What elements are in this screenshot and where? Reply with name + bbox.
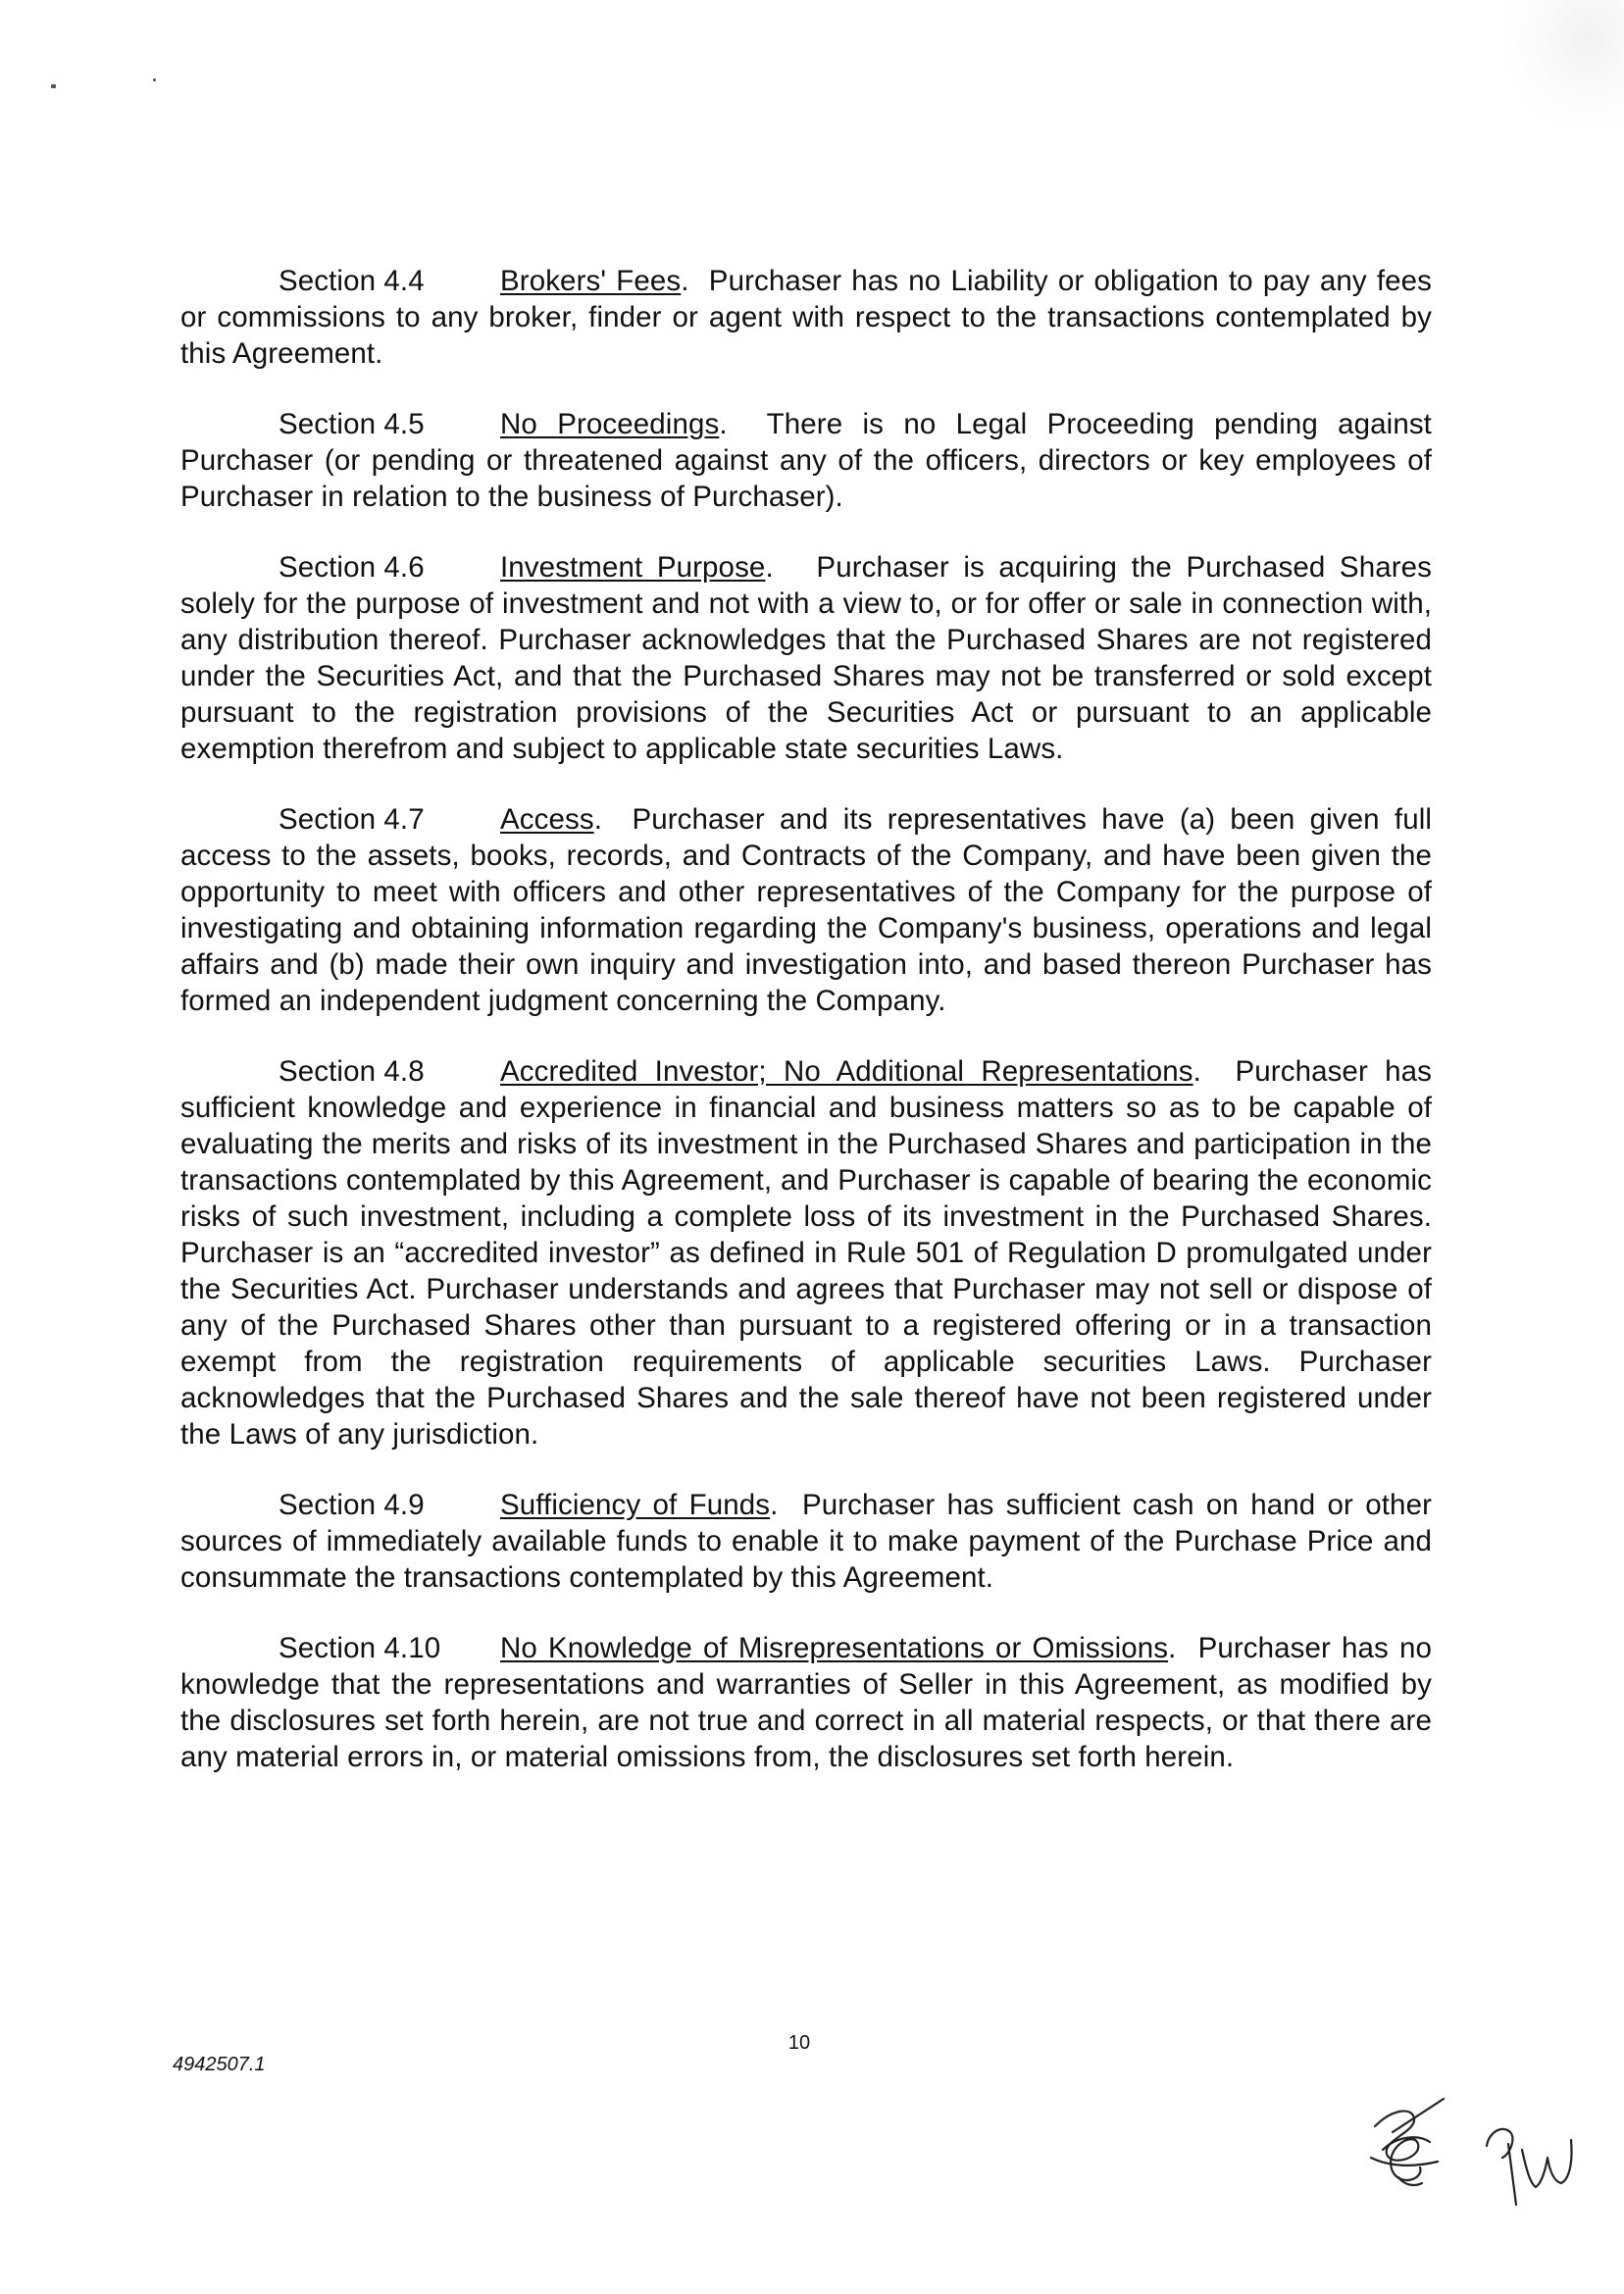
section-text: Purchaser and its representatives have (a) been given full access to the assets, books, records, and Contracts of the Company, and have been given the opportunity to meet with officers and other representatives of the Company for the purpose of investigating and obtaining information regarding the Company's business, operations and legal affairs and (b) made their own inquiry and investigation into, and based thereon Purchaser has formed an independent judgment concerning the Company. — [180, 803, 1433, 1017]
section-4-10: Section 4.10 No Knowledge of Misrepresentations or Omissions. Purchaser has no knowledge that the representations and warranties of Seller in this Agreement, as modified by the disclosures set forth herein, are not true and correct in all material respects, or that there are any material errors in, or material omissions from, the disclosures set forth herein. — [180, 1632, 1432, 1773]
document-id: 4942507.1 — [173, 2054, 266, 2075]
section-text: Purchaser is acquiring the Purchased Shares solely for the purpose of investment and not with a view to, or for offer or sale in connection with, any distribution thereof. Purchaser acknowledges that the Purchased Shares are not registered under the Securities Act, and that the Purchased Shares may not be transferred or sold except pursuant to the registration provisions of the Securities Act or pursuant to an applicable exemption therefrom and subject to applicable state securities Laws. — [180, 551, 1432, 765]
section-title: Brokers' Fees — [500, 265, 682, 297]
section-number: Section 4.7 — [279, 803, 425, 836]
section-text: There is no Legal Proceeding pending against Purchaser (or pending or threatened against any of the officers, directors or key employees of Purchaser in relation to the business of Purchaser). — [180, 408, 1432, 513]
section-4-6: Section 4.6 Investment Purpose. Purchaser is acquiring the Purchased Shares solely for the purpose of investment and not with a view to, or for offer or sale in connection with, any distribution thereof. Purchaser acknowledges that the Purchased Shares are not registered under the Securities Act, and that the Purchased Shares may not be transferred or sold except pursuant to the registration provisions of the Securities Act or pursuant to an applicable exemption therefrom and subject to applicable state securities Laws. — [180, 551, 1432, 765]
section-4-8: Section 4.8 Accredited Investor; No Additional Representations. Purchaser has sufficient knowledge and experience in financial and business matters so as to be capable of evaluating the merits and risks of its investment in the Purchased Shares and participation in the transactions contemplated by this Agreement, and Purchaser is capable of bearing the economic risks of such investment, including a complete loss of its investment in the Purchased Shares. Purchaser is an “accredited investor” as defined in Rule 501 of Regulation D promulgated under the Securities Act. Purchaser understands and agrees that Purchaser may not sell or dispose of any of the Purchased Shares other than pursuant to a registered offering or in a transaction exempt from the registration requirements of applicable securities Laws. Purchaser acknowledges that the Purchased Shares and the sale thereof have not been registered under the Laws of any jurisdiction. — [180, 1055, 1432, 1451]
section-title: No Proceedings — [500, 408, 720, 440]
section-number: Section 4.4 — [279, 265, 425, 297]
page-number: 10 — [787, 2032, 811, 2054]
scan-speck — [51, 84, 56, 88]
section-number: Section 4.9 — [279, 1489, 425, 1521]
section-number: Section 4.10 — [279, 1632, 441, 1664]
section-text: Purchaser has sufficient knowledge and experience in financial and business matters so as to be capable of evaluating the merits and risks of its investment in the Purchased Shares and participation in the transactions contemplated by this Agreement, and Purchaser is capable of bearing the economic risks of such investment, including a complete loss of its investment in the Purchased Shares. Purchaser is an “accredited investor” as defined in Rule 501 of Regulation D promulgated under the Securities Act. Purchaser understands and agrees that Purchaser may not sell or dispose of any of the Purchased Shares other than pursuant to a registered offering or in a transaction exempt from the registration requirements of applicable securities Laws. Purchaser acknowledges that the Purchased Shares and the sale thereof have not been registered under the Laws of any jurisdiction. — [180, 1055, 1432, 1451]
section-4-5: Section 4.5 No Proceedings. There is no Legal Proceeding pending against Purchaser (or pending or threatened against any of the officers, directors or key employees of Purchaser in relation to the business of Purchaser). — [180, 408, 1432, 513]
section-4-9: Section 4.9 Sufficiency of Funds. Purchaser has sufficient cash on hand or other sources of immediately available funds to enable it to make payment of the Purchase Price and consummate the transactions contemplated by this Agreement. — [180, 1489, 1432, 1594]
section-title: Sufficiency of Funds — [500, 1489, 771, 1521]
section-text: Purchaser has sufficient cash on hand or other sources of immediately available funds to enable it to make payment of the Purchase Price and consummate the transactions contemplated by this Agreement. — [180, 1489, 1432, 1594]
section-title: Investment Purpose — [500, 551, 766, 584]
scan-corner-shadow — [1506, 0, 1624, 127]
section-4-7: Section 4.7 Access. Purchaser and its representatives have (a) been given full access to the assets, books, records, and Contracts of the Company, and have been given the opportunity to meet with officers and other representatives of the Company for the purpose of investigating and obtaining information regarding the Company's business, operations and legal affairs and (b) made their own inquiry and investigation into, and based thereon Purchaser has formed an independent judgment concerning the Company. — [180, 803, 1433, 1017]
section-title: Accredited Investor; No Additional Representations — [500, 1055, 1193, 1088]
initials-signature — [1353, 2089, 1589, 2226]
section-title: Access — [500, 803, 594, 836]
section-4-4: Section 4.4 Brokers' Fees. Purchaser has no Liability or obligation to pay any fees or commissions to any broker, finder or agent with respect to the transactions contemplated by this Agreement. — [180, 265, 1432, 370]
section-text: Purchaser has no knowledge that the representations and warranties of Seller in this Agreement, as modified by the disclosures set forth herein, are not true and correct in all material respects, or that there are any material errors in, or material omissions from, the disclosures set forth herein. — [180, 1632, 1432, 1773]
section-number: Section 4.6 — [279, 551, 425, 584]
section-text: Purchaser has no Liability or obligation to pay any fees or commissions to any broker, finder or agent with respect to the transactions contemplated by this Agreement. — [180, 265, 1432, 370]
section-number: Section 4.5 — [279, 408, 425, 440]
scan-speck — [153, 78, 156, 81]
section-number: Section 4.8 — [279, 1055, 425, 1088]
document-body — [180, 263, 1432, 1810]
section-title: No Knowledge of Misrepresentations or Omissions — [500, 1632, 1169, 1664]
